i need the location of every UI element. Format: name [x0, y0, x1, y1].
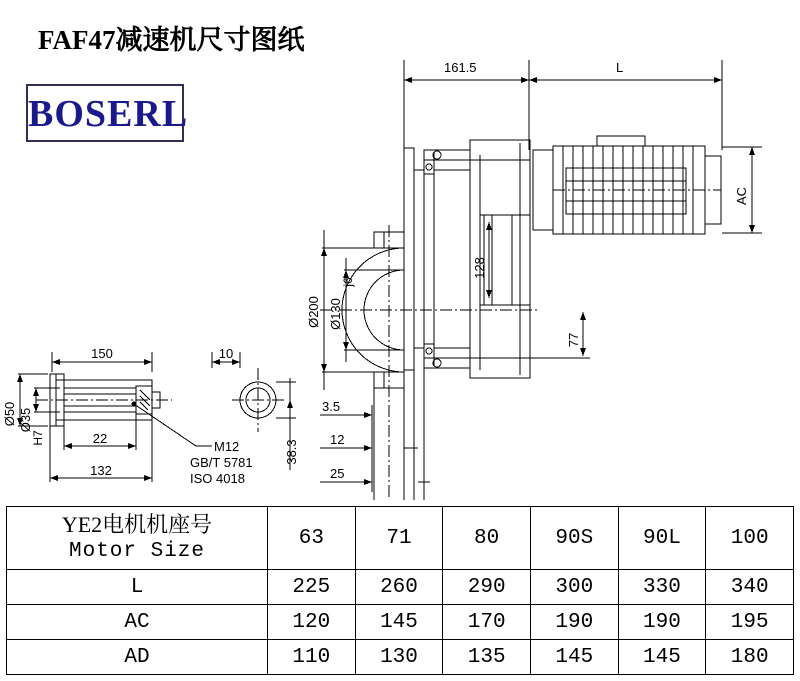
table-cell-AC-5: 195 [706, 605, 794, 640]
dim-77: 77 [566, 332, 581, 348]
table-cell-AD-0: 110 [268, 640, 356, 675]
table-cell-size-3: 90S [530, 507, 618, 570]
table-row-label-L: L [7, 570, 268, 605]
dim-L: L [616, 60, 624, 75]
dim-25: 25 [330, 466, 345, 481]
table-cell-size-0: 63 [268, 507, 356, 570]
table-cell-AD-4: 145 [618, 640, 706, 675]
dim-38-3: 38.3 [284, 439, 299, 465]
dim-150: 150 [91, 346, 113, 361]
table-cell-L-5: 340 [706, 570, 794, 605]
callout-iso: ISO 4018 [190, 471, 245, 486]
table-cell-size-2: 80 [443, 507, 531, 570]
table-header-cn: YE2电机机座号 [61, 512, 213, 537]
table-row-label-AC: AC [7, 605, 268, 640]
brand-logo: BOSERL [28, 93, 189, 135]
table-row [7, 605, 794, 640]
table-row-label-AD: AD [7, 640, 268, 675]
table-cell-AD-1: 130 [355, 640, 443, 675]
dim-22: 22 [92, 431, 108, 446]
spec-table-body [7, 507, 794, 675]
callout-gb: GB/T 5781 [190, 455, 253, 470]
table-row [7, 570, 794, 605]
table-cell-AC-1: 145 [355, 605, 443, 640]
table-cell-size-5: 100 [706, 507, 794, 570]
spec-table [6, 506, 794, 675]
dim-132: 132 [90, 463, 112, 478]
dim-10: 10 [218, 346, 234, 361]
table-cell-L-0: 225 [268, 570, 356, 605]
callout-m12: M12 [214, 439, 240, 454]
dim-dia-130-tol: j6 [341, 277, 355, 287]
dim-3-5: 3.5 [322, 399, 341, 414]
table-cell-AC-4: 190 [618, 605, 706, 640]
dim-dia-200: Ø200 [306, 296, 321, 328]
table-row [7, 640, 794, 675]
dim-128: 128 [472, 257, 487, 279]
dim-dia-50: Ø50 [2, 401, 17, 427]
table-cell-AD-2: 135 [443, 640, 531, 675]
table-cell-size-4: 90L [618, 507, 706, 570]
table-cell-AC-2: 170 [443, 605, 531, 640]
table-cell-L-2: 290 [443, 570, 531, 605]
dim-161-5: 161.5 [444, 60, 477, 75]
page-title: FAF47减速机尺寸图纸 [38, 25, 305, 55]
table-cell-L-3: 300 [530, 570, 618, 605]
dim-AC: AC [734, 186, 749, 206]
dim-dia-130: Ø130 [328, 298, 343, 330]
table-row-header [7, 507, 794, 570]
dim-dia-35-tol: H7 [31, 430, 45, 446]
table-cell-L-4: 330 [618, 570, 706, 605]
table-cell-AD-3: 145 [530, 640, 618, 675]
table-cell-AC-3: 190 [530, 605, 618, 640]
table-header-motor-size [7, 507, 268, 570]
table-cell-L-1: 260 [355, 570, 443, 605]
table-cell-AC-0: 120 [268, 605, 356, 640]
dim-dia-35: Ø35 [18, 407, 33, 433]
table-cell-size-1: 71 [355, 507, 443, 570]
dim-12: 12 [330, 432, 345, 447]
table-cell-AD-5: 180 [706, 640, 794, 675]
table-header-en: Motor Size [68, 540, 206, 563]
